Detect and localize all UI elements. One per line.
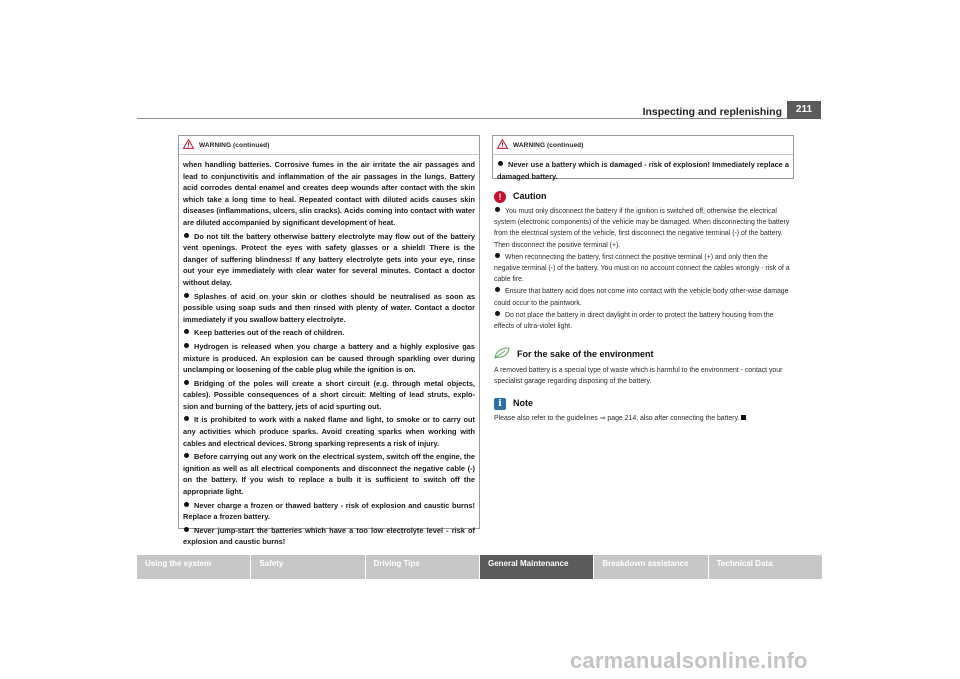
warning-intro: when handling batteries. Corrosive fumes in the air irritate the air passages and lead to conjunctivitis and inflammation of the air passages in the lungs. Battery acid corrodes dental enamel and creates deep wounds after contact with the skin which take a long time to heal. Repeated contact with diluted acids causes skin diseases (inflammations, ulcers, slin cracks). Acids coming into contact with water are diluted accompanied by significant development of heat.: [183, 160, 475, 227]
environment-title: For the sake of the environment: [517, 349, 654, 359]
warning-header: [179, 136, 479, 155]
bullet-icon: [495, 253, 500, 258]
bullet-icon: [184, 329, 189, 334]
warning-body: [493, 155, 793, 186]
warning-item-text: Keep batteries out of the reach of children.: [194, 328, 345, 338]
warning-item: [183, 327, 475, 339]
warning-body: [179, 155, 479, 552]
note-heading: [494, 398, 794, 410]
caution-section: [494, 191, 794, 333]
warning-item-text: Do not tilt the battery otherwise battery electrolyte may flow out of the battery vent openings. Protect the eyes with safety glasses or a shield! There is the danger of suffering blindness! If any battery electrolyte gets into your eye, rinse out your eye immediately with clear water for several minutes. Contact a doctor without delay.: [183, 231, 475, 287]
environment-text: A removed battery is a special type of waste which is harmful to the environment - contact your specialist garage regarding disposing of the battery.: [494, 367, 783, 386]
bullet-icon: [184, 343, 189, 348]
bullet-icon: [495, 207, 500, 212]
caution-item: [494, 206, 794, 251]
warning-box-left: [178, 135, 480, 547]
warning-item: [497, 159, 789, 182]
warning-title: WARNING (continued): [513, 141, 584, 149]
tab-using-the-system[interactable]: Using the system: [137, 555, 251, 579]
warning-item: [183, 378, 475, 413]
caution-item: [494, 286, 794, 308]
watermark: carmanualsonline.info: [570, 648, 808, 673]
tab-breakdown-assistance[interactable]: Breakdown assistance: [594, 555, 708, 579]
info-icon: i: [494, 398, 506, 410]
warning-item-text: Never use a battery which is damaged - risk of explosion! Immediately replace a damaged battery.: [497, 160, 789, 181]
bullet-icon: [184, 380, 189, 385]
warning-item: [183, 291, 475, 326]
caution-item-text: Ensure that battery acid does not come into contact with the vehicle body other-wise damage could occur to the paintwork.: [494, 288, 789, 307]
tab-safety[interactable]: Safety: [251, 555, 365, 579]
page-header-title: Inspecting and replenishing: [642, 106, 782, 118]
environment-leaf-icon: [494, 347, 510, 362]
chapter-tabs: [137, 555, 822, 579]
warning-item-text: It is prohibited to work with a naked flame and light, to smoke or to carry out any activities which produce sparks. Avoid creating sparks when working with cables and electrical devices. Strong sparking represents a risk of injury.: [183, 415, 475, 448]
tab-driving-tips[interactable]: Driving Tips: [366, 555, 480, 579]
caution-item-text: When reconnecting the battery, first connect the positive terminal (+) and only then the negative terminal (-) of the battery. You must on no account connect the cables wrongly - risk of a cable fire.: [494, 253, 790, 284]
warning-item: [183, 525, 475, 548]
warning-triangle-icon: [183, 136, 194, 154]
bullet-icon: [495, 311, 500, 316]
warning-triangle-icon: [497, 136, 508, 154]
tab-general-maintenance[interactable]: General Maintenance: [480, 555, 594, 579]
caution-title: Caution: [513, 191, 547, 202]
caution-item: [494, 252, 794, 286]
bullet-icon: [184, 453, 189, 458]
warning-item-text: Bridging of the poles will create a short circuit (e.g. through metal objects, cables). Possible consequences of a short circuit: Melting of lead struts, explo-sion and burning of the battery, jets of acid spurting out.: [183, 378, 475, 411]
warning-item: [183, 231, 475, 289]
bullet-icon: [184, 502, 189, 507]
page-number: 211: [787, 101, 821, 119]
tab-technical-data[interactable]: Technical Data: [709, 555, 822, 579]
caution-item-text: You must only disconnect the battery if the ignition is switched off, otherwise the electrical system (electronic components) of the vehicle may be damaged. When disconnecting the battery from the electrical system of the vehicle, first disconnect the negative terminal (-) of the battery. Then disconnect the positive terminal (+).: [494, 208, 790, 249]
warning-item: [183, 451, 475, 497]
warning-item-text: Never jump-start the batteries which have a too low electrolyte level - risk of explosion and caustic burns!: [183, 525, 475, 547]
note-title: Note: [513, 398, 533, 409]
bullet-icon: [184, 416, 189, 421]
header-rule: [137, 118, 787, 119]
bullet-icon: [184, 527, 189, 532]
warning-item-text: Hydrogen is released when you charge a battery and a highly explosive gas mixture is produced. An explosion can be caused through sparkling over during unclamping or loosening of the cable plug while the ignition is on.: [183, 341, 475, 375]
caution-item-text: Do not place the battery in direct daylight in order to protect the battery housing from the effects of ultra-violet light.: [494, 311, 774, 331]
environment-heading: [494, 347, 794, 362]
warning-title: WARNING (continued): [199, 141, 270, 149]
warning-item: [183, 500, 475, 523]
caution-item: [494, 310, 794, 332]
warning-item: [183, 414, 475, 449]
bullet-icon: [495, 287, 500, 292]
caution-icon: !: [494, 191, 506, 203]
end-of-section-icon: [741, 415, 746, 420]
warning-box-right: [492, 135, 794, 179]
note-section: [494, 398, 794, 425]
warning-item-text: Never charge a frozen or thawed battery - risk of explosion and caustic burns! Replace a frozen battery.: [183, 500, 475, 522]
bullet-icon: [184, 293, 189, 298]
warning-header: [493, 136, 793, 155]
environment-section: [494, 347, 794, 389]
warning-item: [183, 341, 475, 376]
caution-heading: [494, 191, 794, 203]
note-paragraph: [494, 413, 794, 424]
bullet-icon: [184, 233, 189, 238]
bullet-icon: [498, 161, 503, 166]
warning-item-text: Before carrying out any work on the electrical system, switch off the engine, the ignition as well as all electrical components and disconnect the negative cable (-) on the battery. If you wish to replace a bulb it is sufficient to switch off the appropriate light.: [183, 452, 475, 497]
note-text: Please also refer to the guidelines ⇒ page 214, also after connecting the battery.: [494, 415, 740, 422]
warning-item-text: Splashes of acid on your skin or clothes should be neutralised as soon as possible using soap suds and then rinsed with plenty of water. Contact a doctor immediately if you swallow battery electrolyte.: [183, 291, 475, 324]
